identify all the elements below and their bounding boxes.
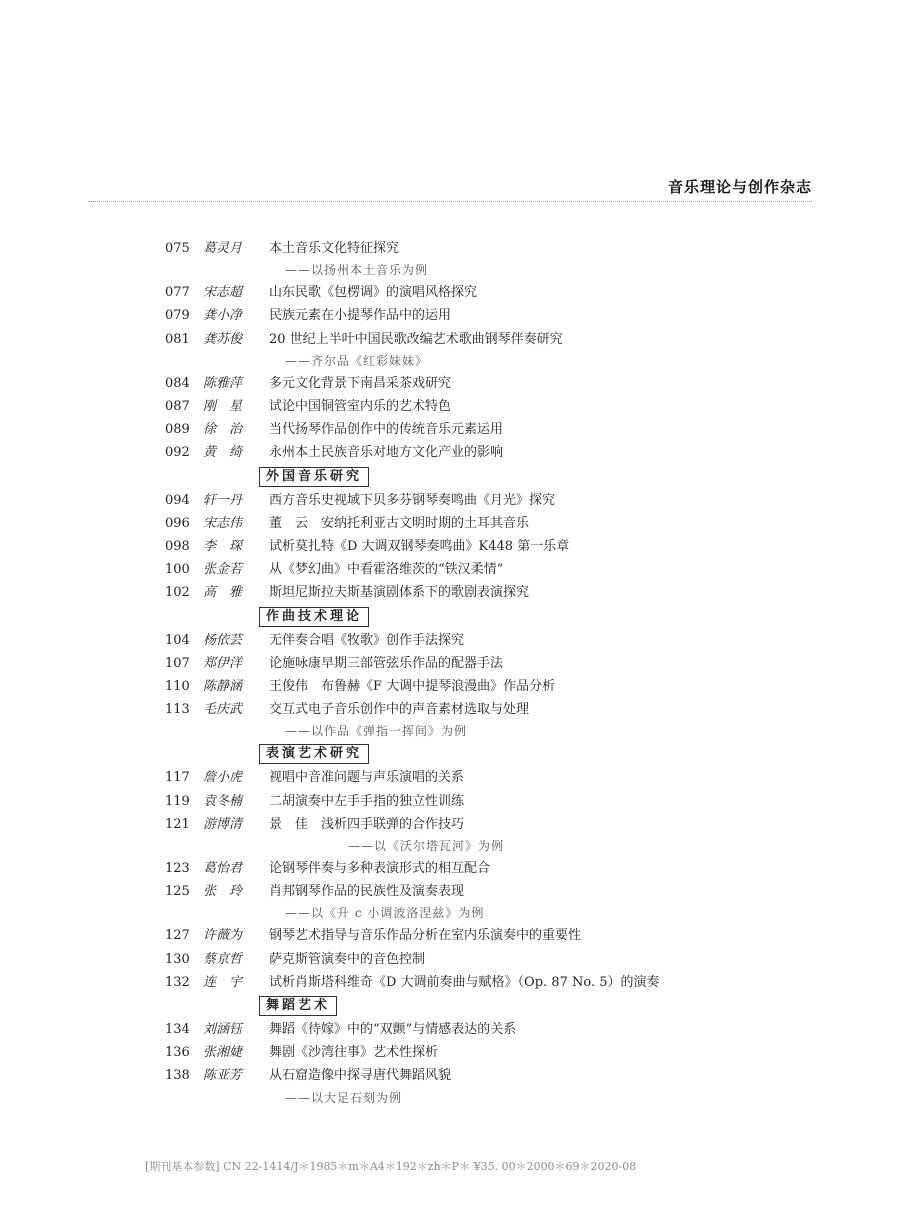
toc-entry[interactable] xyxy=(165,1041,805,1064)
page-number: 130 xyxy=(165,951,190,967)
toc-entry[interactable] xyxy=(165,281,805,304)
article-author: 张湘婕 xyxy=(203,1045,243,1061)
article-author: 蔡京哲 xyxy=(203,951,243,967)
article-title: 本土音乐文化特征探究 xyxy=(269,241,400,256)
journal-parameters-footer: [期刊基本参数] CN 22-1414/J＊1985＊m＊A4＊192＊zh＊P＊ ¥35. 00＊2000＊69＊2020-08 xyxy=(145,1160,637,1173)
table-of-contents xyxy=(165,237,805,1109)
article-title: 试析肖斯塔科维奇《D 大调前奏曲与赋格》（Op. 87 No. 5）的演奏 xyxy=(269,974,660,990)
toc-entry[interactable] xyxy=(165,581,805,604)
article-author: 徐 治 xyxy=(203,422,243,438)
page-number: 125 xyxy=(165,884,190,900)
toc-entry[interactable] xyxy=(165,813,805,836)
toc-entry[interactable] xyxy=(165,1018,805,1041)
toc-entry[interactable] xyxy=(165,790,805,813)
article-title: 山东民歌《包楞调》的演唱风格探究 xyxy=(269,285,478,301)
article-author: 许薇为 xyxy=(203,928,243,944)
toc-entry[interactable] xyxy=(165,328,805,351)
toc-entry[interactable] xyxy=(165,652,805,675)
article-title: 二胡演奏中左手手指的独立性训练 xyxy=(269,793,465,809)
page-number: 123 xyxy=(165,861,190,877)
article-title: 试论中国铜管室内乐的艺术特色 xyxy=(269,399,452,415)
article-title: 景 佳 浅析四手联弹的合作技巧 xyxy=(269,816,465,832)
article-author: 宋志伟 xyxy=(203,515,243,531)
page-number: 089 xyxy=(165,422,190,438)
article-title: 民族元素在小提琴作品中的运用 xyxy=(269,308,452,324)
section-heading xyxy=(165,742,805,766)
article-author: 毛庆武 xyxy=(203,702,243,718)
toc-entry[interactable] xyxy=(165,372,805,395)
article-author: 张 玲 xyxy=(203,884,243,900)
article-author: 詹小虎 xyxy=(203,770,243,786)
section-heading xyxy=(165,465,805,489)
toc-entry[interactable] xyxy=(165,304,805,327)
article-title: 从石窟造像中探寻唐代舞蹈风貌 xyxy=(269,1068,452,1084)
article-subtitle: ——以扬州本土音乐为例 xyxy=(285,263,429,278)
article-author: 葛怡君 xyxy=(203,861,243,877)
article-author: 游博清 xyxy=(203,816,243,832)
section-heading-label: 表演艺术研究 xyxy=(259,744,369,764)
page-number: 087 xyxy=(165,399,190,415)
article-subtitle: ——以《沃尔塔瓦河》为例 xyxy=(348,839,505,854)
article-title: 舞蹈《待嫁》中的“双颤”与情感表达的关系 xyxy=(269,1022,517,1038)
article-author: 郑伊洋 xyxy=(203,655,243,671)
page-number: 092 xyxy=(165,445,190,461)
section-heading-label: 舞蹈艺术 xyxy=(259,996,337,1016)
article-author: 宋志超 xyxy=(203,285,243,301)
page-number: 100 xyxy=(165,562,190,578)
page-number: 096 xyxy=(165,515,190,531)
toc-entry[interactable] xyxy=(165,698,805,721)
article-author: 杨依芸 xyxy=(203,632,243,648)
article-author: 龚小净 xyxy=(203,308,243,324)
article-author: 张金若 xyxy=(203,562,243,578)
article-title: 肖邦钢琴作品的民族性及演奏表现 xyxy=(269,884,465,900)
page-number: 119 xyxy=(165,793,190,809)
page-number: 107 xyxy=(165,655,190,671)
toc-entry[interactable] xyxy=(165,857,805,880)
toc-entry[interactable] xyxy=(165,971,805,994)
article-author: 黄 绮 xyxy=(203,445,243,461)
article-title: 交互式电子音乐创作中的声音素材选取与处理 xyxy=(269,702,530,718)
article-author: 高 雅 xyxy=(203,585,243,601)
page-number: 094 xyxy=(165,492,190,508)
page-number: 134 xyxy=(165,1022,190,1038)
article-subtitle: ——以《升 c 小调波洛涅兹》为例 xyxy=(285,906,485,921)
page-number: 138 xyxy=(165,1068,190,1084)
section-heading-label: 作曲技术理论 xyxy=(259,607,369,627)
page-number: 132 xyxy=(165,974,190,990)
article-author: 李 琛 xyxy=(203,539,243,555)
toc-entry[interactable] xyxy=(165,512,805,535)
section-heading xyxy=(165,605,805,629)
article-subtitle: ——以作品《弹指一挥间》为例 xyxy=(285,724,468,739)
article-title: 西方音乐史视域下贝多芬钢琴奏鸣曲《月光》探究 xyxy=(269,492,556,508)
toc-entry[interactable] xyxy=(165,489,805,512)
article-author: 陈静涵 xyxy=(203,679,243,695)
section-heading xyxy=(165,994,805,1018)
article-title: 试析莫扎特《D 大调双钢琴奏鸣曲》K448 第一乐章 xyxy=(269,539,570,555)
article-title: 舞剧《沙湾往事》艺术性探析 xyxy=(269,1045,439,1061)
page-number: 098 xyxy=(165,539,190,555)
toc-entry[interactable] xyxy=(165,629,805,652)
article-subtitle: ——以大足石刻为例 xyxy=(285,1090,403,1105)
page-number: 084 xyxy=(165,375,190,391)
page-number: 102 xyxy=(165,585,190,601)
article-title: 斯坦尼斯拉夫斯基演剧体系下的歌剧表演探究 xyxy=(269,585,530,601)
article-title: 论施咏康早期三部管弦乐作品的配器手法 xyxy=(269,655,504,671)
header-divider xyxy=(88,201,812,202)
page-number: 136 xyxy=(165,1045,190,1061)
page-number: 077 xyxy=(165,285,190,301)
toc-entry[interactable] xyxy=(165,237,805,260)
article-author: 陈亚芳 xyxy=(203,1068,243,1084)
page-number: 121 xyxy=(165,816,190,832)
toc-entry[interactable] xyxy=(165,418,805,441)
article-author: 葛灵月 xyxy=(203,241,243,256)
article-author: 轩一丹 xyxy=(203,492,243,508)
article-title: 萨克斯管演奏中的音色控制 xyxy=(269,951,426,967)
toc-entry[interactable] xyxy=(165,675,805,698)
toc-entry[interactable] xyxy=(165,948,805,971)
page-number: 117 xyxy=(165,770,190,786)
article-subtitle: ——齐尔品《红彩妹妹》 xyxy=(285,353,429,368)
page-number: 104 xyxy=(165,632,190,648)
article-title: 从《梦幻曲》中看霍洛维茨的“铁汉柔情” xyxy=(269,562,504,578)
toc-entry[interactable] xyxy=(165,766,805,789)
page-number: 075 xyxy=(165,241,190,256)
page-number: 081 xyxy=(165,331,190,347)
article-title: 论钢琴伴奏与多种表演形式的相互配合 xyxy=(269,861,491,877)
toc-entry[interactable] xyxy=(165,924,805,947)
article-author: 龚苏俊 xyxy=(203,331,243,347)
article-title: 20 世纪上半叶中国民歌改编艺术歌曲钢琴伴奏研究 xyxy=(269,331,563,347)
article-author: 刚 星 xyxy=(203,399,243,415)
toc-entry[interactable] xyxy=(165,395,805,418)
article-title: 当代扬琴作品创作中的传统音乐元素运用 xyxy=(269,422,504,438)
article-title: 无伴奏合唱《牧歌》创作手法探究 xyxy=(269,632,465,648)
article-title: 永州本土民族音乐对地方文化产业的影响 xyxy=(269,445,504,461)
article-title: 王俊伟 布鲁赫《F 大调中提琴浪漫曲》作品分析 xyxy=(269,679,556,695)
toc-entry[interactable] xyxy=(165,1064,805,1087)
page-number: 110 xyxy=(165,679,190,695)
article-title: 钢琴艺术指导与音乐作品分析在室内乐演奏中的重要性 xyxy=(269,928,582,944)
article-title: 董 云 安纳托利亚古文明时期的土耳其音乐 xyxy=(269,515,530,531)
journal-title: 音乐理论与创作杂志 xyxy=(667,178,812,196)
toc-entry[interactable] xyxy=(165,880,805,903)
page-number: 113 xyxy=(165,702,190,718)
article-author: 刘涵钰 xyxy=(203,1022,243,1038)
article-title: 多元文化背景下南昌采茶戏研究 xyxy=(269,375,452,391)
toc-entry[interactable] xyxy=(165,558,805,581)
article-title: 视唱中音准问题与声乐演唱的关系 xyxy=(269,770,465,786)
page-number: 127 xyxy=(165,928,190,944)
section-heading-label: 外国音乐研究 xyxy=(259,467,369,487)
article-author: 连 宇 xyxy=(203,974,243,990)
page-number: 079 xyxy=(165,308,190,324)
toc-entry[interactable] xyxy=(165,535,805,558)
article-author: 陈雅萍 xyxy=(203,375,243,391)
article-author: 袁冬楠 xyxy=(203,793,243,809)
toc-entry[interactable] xyxy=(165,441,805,464)
